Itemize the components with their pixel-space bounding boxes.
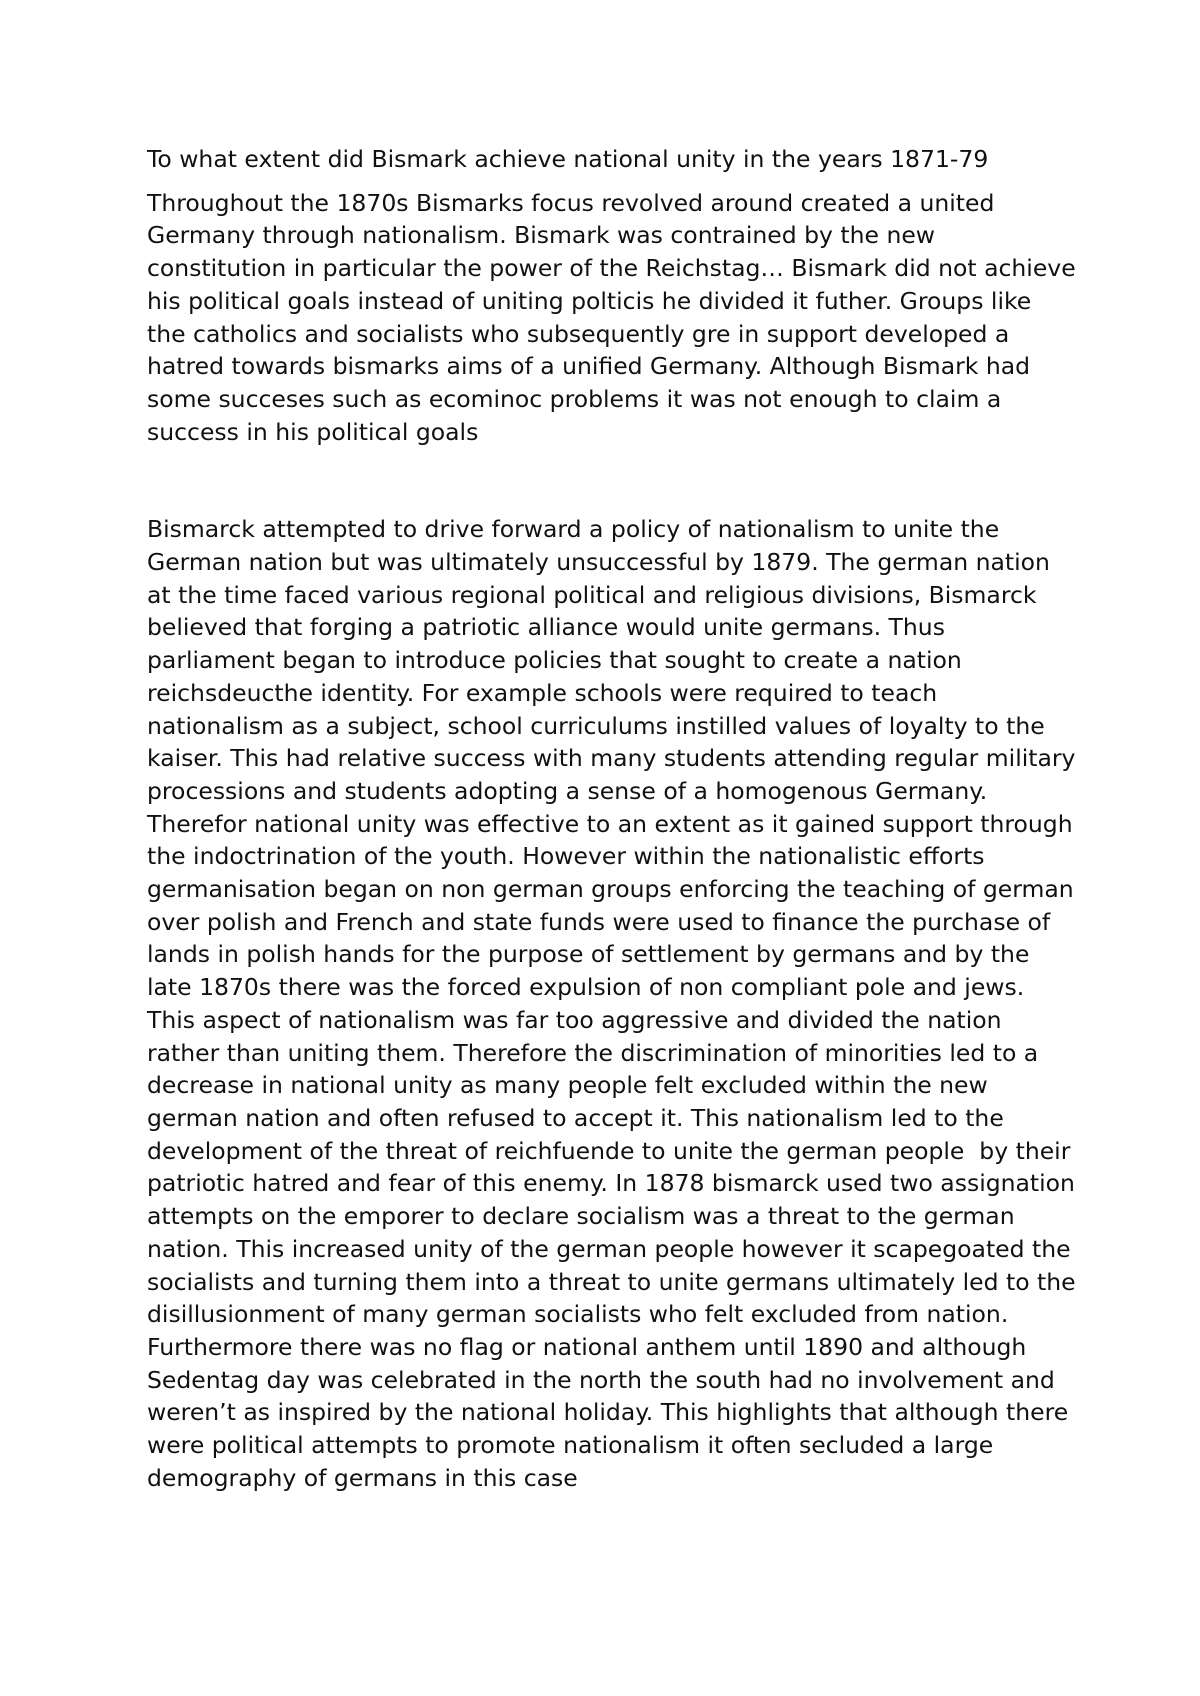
paragraph-introduction: Throughout the 1870s Bismarks focus revolved around created a united Germany through nationalism. Bismark was contrained by the new constitution in particular the power of the Reichstag… Bismark did not achieve his political goals instead of uniting polticis he divided it futher. Groups like the catholics and socialists who subsequently gre in support developed a hatred towards bismarks aims of a unified Germany. Although Bismark had some succeses such as ecominoc problems it was not enough to claim a success in his political goals	[147, 188, 1084, 446]
document-title: To what extent did Bismark achieve national unity in the years 1871-79	[147, 145, 989, 173]
document-body	[147, 143, 1084, 1494]
paragraph-nationalism: Bismarck attempted to drive forward a policy of nationalism to unite the German nation but was ultimately unsuccessful by 1879. The german nation at the time faced various regional political and religious divisions, Bismarck believed that forging a patriotic alliance would unite germans. Thus parliament began to introduce policies that sought to create a nation reichsdeucthe identity. For example schools were required to teach nationalism as a subject, school curriculums instilled values of loyalty to the kaiser. This had relative success with many students attending regular military processions and students adopting a sense of a homogenous Germany. Therefor national unity was effective to an extent as it gained support through the indoctrination of the youth. However within the nationalistic efforts germanisation began on non german groups enforcing the teaching of german over polish and French and state funds were used to finance the purchase of lands in polish hands for the purpose of settlement by germans and by the late 1870s there was the forced expulsion of non compliant pole and jews. This aspect of nationalism was far too aggressive and divided the nation rather than uniting them. Therefore the discrimination of minorities led to a decrease in national unity as many people felt excluded within the new german nation and often refused to accept it. This nationalism led to the development of the threat of reichfuende to unite the german people by their patriotic hatred and fear of this enemy. In 1878 bismarck used two assignation attempts on the emporer to declare socialism was a threat to the german nation. This increased unity of the german people however it scapegoated the socialists and turning them into a threat to unite germans ultimately led to the disillusionment of many german socialists who felt excluded from nation. Furthermore there was no flag or national anthem until 1890 and although Sedentag day was celebrated in the north the south had no involvement and weren’t as inspired by the national holiday. This highlights that although there were political attempts to promote nationalism it often secluded a large demography of germans in this case	[147, 515, 1084, 1492]
